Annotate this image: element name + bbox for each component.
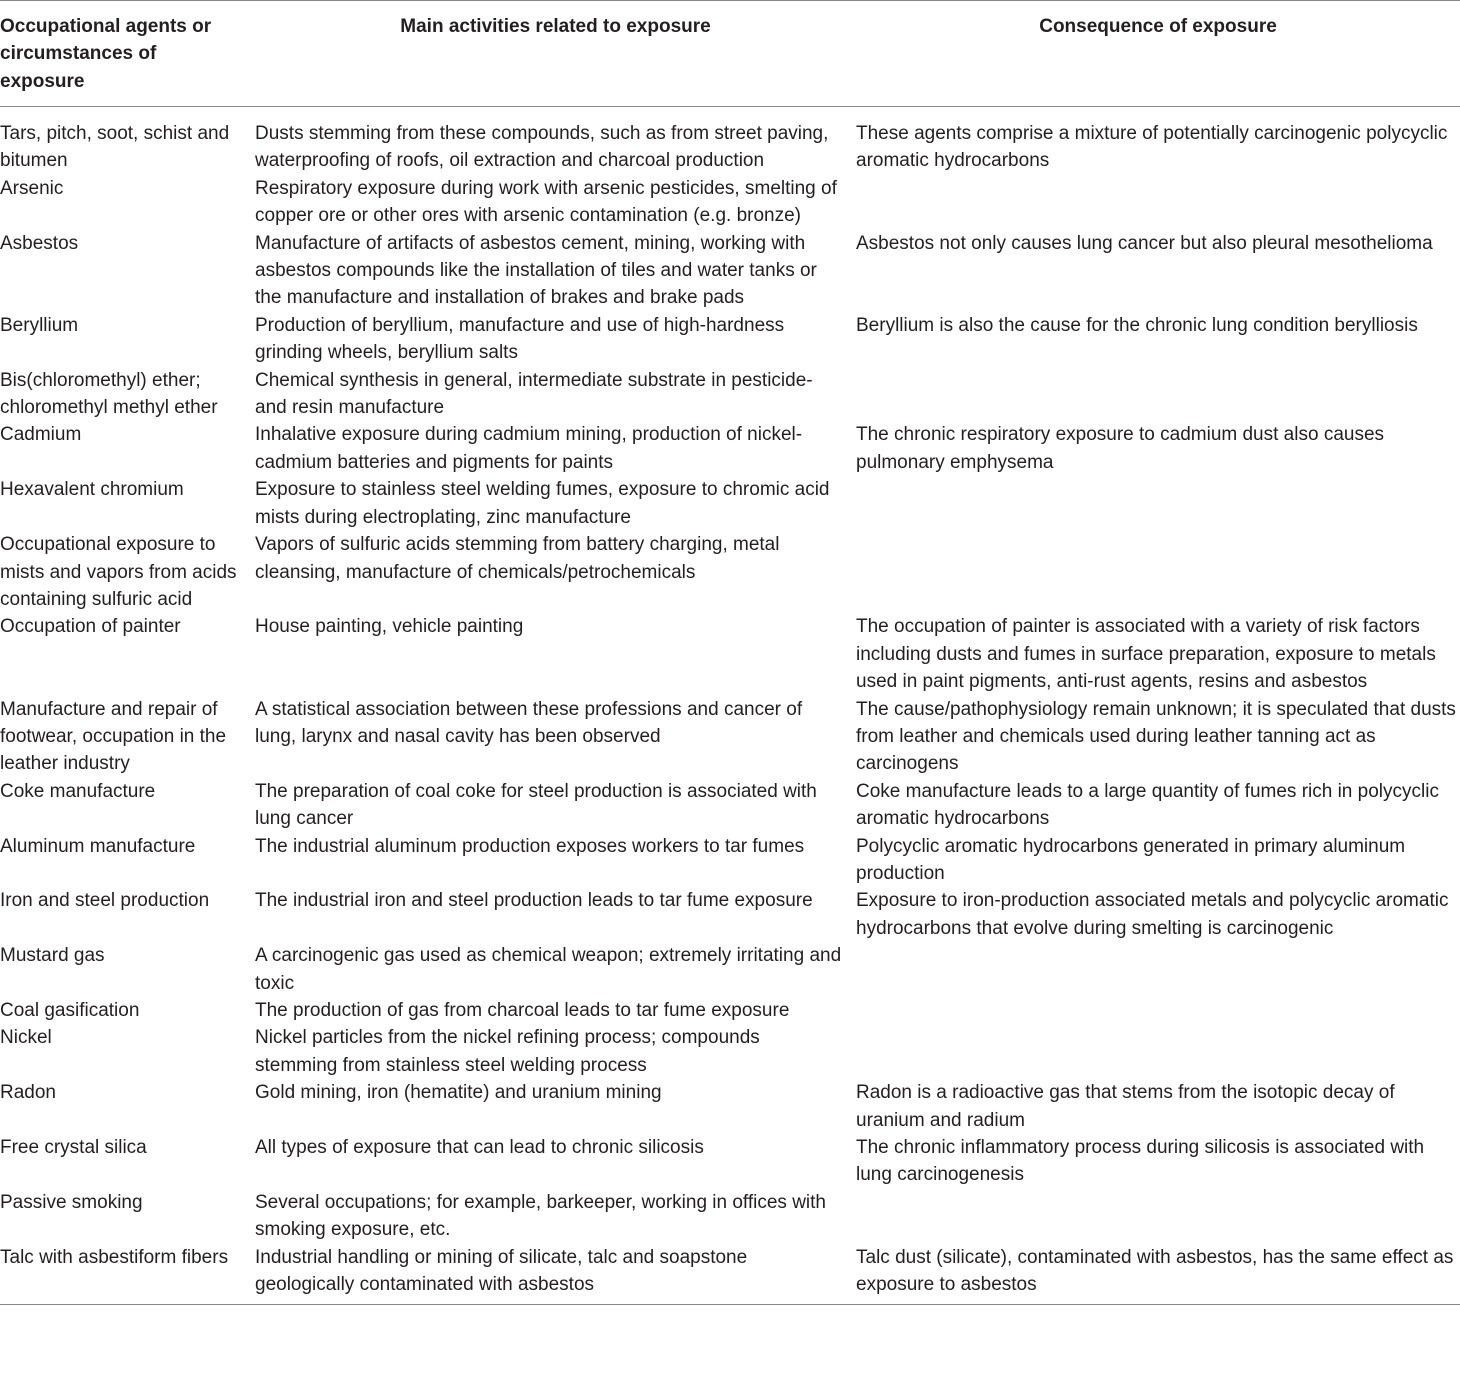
activities-cell: The industrial iron and steel production leads to tar fume exposure (255, 890, 813, 912)
consequence-cell: Asbestos not only causes lung cancer but also pleural mesothelioma (856, 232, 1433, 254)
table-row (0, 1079, 1460, 1134)
consequence-cell (856, 1189, 1460, 1244)
activities-cell: House painting, vehicle painting (255, 616, 524, 638)
table-row (0, 942, 1460, 997)
agent-cell: Occupational exposure to mists and vapors from acids containing sulfuric acid (0, 534, 237, 610)
agent-cell: Tars, pitch, soot, schist and bitumen (0, 123, 230, 172)
activities-cell: Industrial handling or mining of silicate, talc and soapstone geologically contaminated with asbestos (255, 1244, 856, 1305)
agent-cell: Free crystal silica (0, 1137, 147, 1159)
agent-cell: Nickel (0, 1027, 52, 1049)
table-row (0, 230, 1460, 312)
activities-cell: The preparation of coal coke for steel production is associated with lung cancer (255, 780, 817, 830)
consequence-cell: Talc dust (silicate), contaminated with asbestos, has the same effect as exposure to asbestos (856, 1244, 1460, 1305)
table-header (0, 1, 1460, 107)
activities-cell: Manufacture of artifacts of asbestos cement, mining, working with asbestos compounds like the installation of tiles and water tanks or the manufacture and installation of brakes and brake pads (255, 232, 817, 309)
consequence-cell (856, 1024, 1460, 1079)
table-row (0, 476, 1460, 531)
activities-cell: The industrial aluminum production exposes workers to tar fumes (255, 835, 805, 857)
agent-cell: Mustard gas (0, 945, 105, 967)
table-row (0, 613, 1460, 695)
activities-cell: Gold mining, iron (hematite) and uranium mining (255, 1082, 662, 1104)
table-row (0, 997, 1460, 1024)
table-row (0, 1189, 1460, 1244)
consequence-cell (856, 997, 1460, 1024)
activities-cell: Nickel particles from the nickel refining process; compounds stemming from stainless steel welding process (255, 1027, 760, 1076)
activities-cell: Vapors of sulfuric acids stemming from battery charging, metal cleansing, manufacture of chemicals/petrochemicals (255, 534, 780, 583)
agent-cell: Coal gasification (0, 1000, 140, 1021)
agent-cell: Beryllium (0, 314, 79, 336)
header-agent: Occupational agents or circumstances of exposure (0, 1, 255, 107)
activities-cell: Several occupations; for example, barkeeper, working in offices with smoking exposure, etc. (255, 1191, 827, 1241)
table-row (0, 367, 1460, 422)
activities-cell: Production of beryllium, manufacture and use of high-hardness grinding wheels, beryllium salts (255, 314, 785, 364)
consequence-cell (856, 175, 1460, 230)
consequence-cell (856, 531, 1460, 613)
header-row (0, 1, 1460, 107)
agent-cell: Arsenic (0, 177, 64, 199)
header-activities: Main activities related to exposure (255, 1, 856, 107)
table-row (0, 107, 1460, 175)
table-row (0, 1244, 1460, 1305)
consequence-cell: The cause/pathophysiology remain unknown; it is speculated that dusts from leather and chemicals used during leather tanning act as carcinogens (856, 698, 1456, 775)
table-body (0, 107, 1460, 1305)
activities-cell: Exposure to stainless steel welding fumes, exposure to chromic acid mists during electroplating, zinc manufacture (255, 479, 830, 528)
agent-cell: Iron and steel production (0, 890, 210, 912)
agent-cell: Coke manufacture (0, 780, 156, 802)
agent-cell: Radon (0, 1082, 56, 1104)
agent-cell: Manufacture and repair of footwear, occupation in the leather industry (0, 698, 227, 775)
table-row (0, 778, 1460, 833)
activities-cell: Inhalative exposure during cadmium mining, production of nickel-cadmium batteries and pigments for paints (255, 424, 803, 473)
activities-cell: Dusts stemming from these compounds, such as from street paving, waterproofing of roofs, oil extraction and charcoal production (255, 123, 829, 172)
agent-cell: Bis(chloromethyl) ether; chloromethyl methyl ether (0, 369, 218, 419)
consequence-cell: Exposure to iron-production associated metals and polycyclic aromatic hydrocarbons that evolve during smelting is carcinogenic (856, 890, 1449, 939)
agent-cell: Talc with asbestiform fibers (0, 1244, 255, 1305)
agent-cell: Occupation of painter (0, 616, 181, 638)
consequence-cell: The chronic respiratory exposure to cadmium dust also causes pulmonary emphysema (856, 424, 1385, 473)
table-row (0, 1134, 1460, 1189)
table-row (0, 421, 1460, 476)
table-row (0, 887, 1460, 942)
agent-cell: Cadmium (0, 424, 82, 446)
table-row (0, 312, 1460, 367)
table-row (0, 696, 1460, 778)
consequence-cell: Polycyclic aromatic hydrocarbons generated in primary aluminum production (856, 835, 1406, 884)
table-row (0, 175, 1460, 230)
table-row (0, 1024, 1460, 1079)
header-consequence: Consequence of exposure (856, 1, 1460, 107)
consequence-cell: These agents comprise a mixture of potentially carcinogenic polycyclic aromatic hydrocarbons (856, 123, 1448, 172)
agent-cell: Passive smoking (0, 1191, 143, 1213)
consequence-cell: The occupation of painter is associated with a variety of risk factors including dusts and fumes in surface preparation, exposure to metals used in paint pigments, anti-rust agents, resins and asbestos (856, 616, 1436, 693)
consequence-cell (856, 367, 1460, 422)
activities-cell: A carcinogenic gas used as chemical weapon; extremely irritating and toxic (255, 945, 842, 994)
consequence-cell (856, 942, 1460, 997)
consequence-cell: The chronic inflammatory process during silicosis is associated with lung carcinogenesis (856, 1137, 1425, 1186)
consequence-cell (856, 476, 1460, 531)
consequence-cell: Coke manufacture leads to a large quantity of fumes rich in polycyclic aromatic hydrocarbons (856, 780, 1439, 830)
consequence-cell: Beryllium is also the cause for the chronic lung condition berylliosis (856, 314, 1418, 336)
activities-cell: The production of gas from charcoal leads to tar fume exposure (255, 1000, 790, 1021)
activities-cell: A statistical association between these professions and cancer of lung, larynx and nasal cavity has been observed (255, 698, 803, 747)
agent-cell: Aluminum manufacture (0, 835, 196, 857)
activities-cell: All types of exposure that can lead to chronic silicosis (255, 1137, 704, 1159)
agent-cell: Asbestos (0, 232, 79, 254)
table-row (0, 833, 1460, 888)
table-row (0, 531, 1460, 613)
agent-cell: Hexavalent chromium (0, 479, 184, 501)
activities-cell: Respiratory exposure during work with arsenic pesticides, smelting of copper ore or other ores with arsenic contamination (e.g. bronze) (255, 177, 837, 227)
activities-cell: Chemical synthesis in general, intermediate substrate in pesticide- and resin manufacture (255, 369, 813, 419)
consequence-cell: Radon is a radioactive gas that stems from the isotopic decay of uranium and radium (856, 1082, 1395, 1131)
